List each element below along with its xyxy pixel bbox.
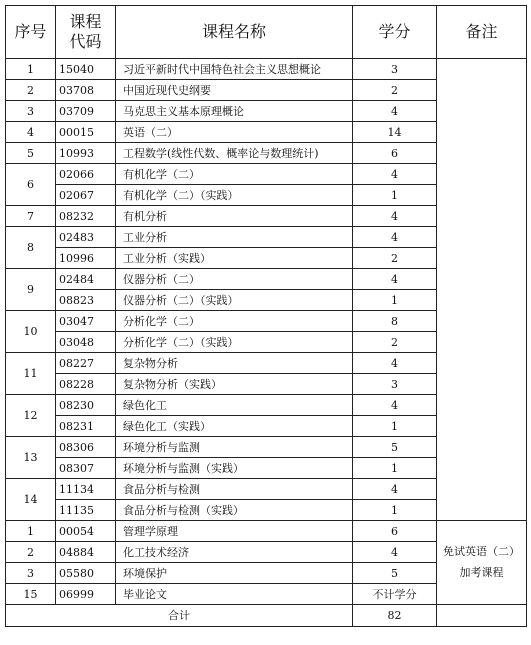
credit-cell: 5 bbox=[353, 437, 437, 458]
credit-cell: 4 bbox=[353, 101, 437, 122]
code-cell: 05580 bbox=[56, 563, 116, 584]
header-credit: 学分 bbox=[353, 6, 437, 59]
seq-cell: 3 bbox=[6, 563, 56, 584]
total-note-empty bbox=[437, 605, 527, 627]
code-cell: 02066 bbox=[56, 164, 116, 185]
credit-cell: 4 bbox=[353, 353, 437, 374]
seq-cell: 3 bbox=[6, 101, 56, 122]
code-cell: 08231 bbox=[56, 416, 116, 437]
code-cell: 11135 bbox=[56, 500, 116, 521]
credit-cell: 4 bbox=[353, 164, 437, 185]
elective-note-line1: 免试英语（二） bbox=[443, 544, 520, 558]
code-cell: 08230 bbox=[56, 395, 116, 416]
name-cell: 分析化学（二）（实践） bbox=[116, 332, 353, 353]
code-cell: 08307 bbox=[56, 458, 116, 479]
name-cell: 有机化学（二）（实践） bbox=[116, 185, 353, 206]
seq-cell: 2 bbox=[6, 542, 56, 563]
code-cell: 00054 bbox=[56, 521, 116, 542]
name-cell: 环境保护 bbox=[116, 563, 353, 584]
credit-cell: 1 bbox=[353, 416, 437, 437]
credit-cell: 1 bbox=[353, 458, 437, 479]
name-cell: 有机化学（二） bbox=[116, 164, 353, 185]
credit-cell: 1 bbox=[353, 185, 437, 206]
credit-cell: 1 bbox=[353, 290, 437, 311]
credit-cell: 2 bbox=[353, 332, 437, 353]
credit-cell: 4 bbox=[353, 395, 437, 416]
seq-cell: 14 bbox=[6, 479, 56, 521]
credit-cell: 2 bbox=[353, 80, 437, 101]
credit-cell: 3 bbox=[353, 59, 437, 80]
seq-cell: 4 bbox=[6, 122, 56, 143]
header-name: 课程名称 bbox=[116, 6, 353, 59]
seq-cell: 1 bbox=[6, 521, 56, 542]
code-cell: 02483 bbox=[56, 227, 116, 248]
name-cell: 马克思主义基本原理概论 bbox=[116, 101, 353, 122]
code-cell: 08232 bbox=[56, 206, 116, 227]
name-cell: 化工技术经济 bbox=[116, 542, 353, 563]
seq-cell: 5 bbox=[6, 143, 56, 164]
code-cell: 10993 bbox=[56, 143, 116, 164]
total-row bbox=[6, 605, 527, 627]
course-table bbox=[5, 5, 527, 627]
seq-cell: 15 bbox=[6, 584, 56, 605]
name-cell: 复杂物分析（实践） bbox=[116, 374, 353, 395]
name-cell: 英语（二） bbox=[116, 122, 353, 143]
elective-note bbox=[437, 521, 527, 605]
note-cell-empty bbox=[437, 59, 527, 521]
name-cell: 仪器分析（二） bbox=[116, 269, 353, 290]
code-cell: 10996 bbox=[56, 248, 116, 269]
credit-cell: 2 bbox=[353, 248, 437, 269]
credit-cell: 4 bbox=[353, 269, 437, 290]
name-cell: 环境分析与监测 bbox=[116, 437, 353, 458]
code-cell: 06999 bbox=[56, 584, 116, 605]
name-cell: 中国近现代史纲要 bbox=[116, 80, 353, 101]
header-row bbox=[6, 6, 527, 59]
credit-cell: 不计学分 bbox=[353, 584, 437, 605]
header-code-line2: 代码 bbox=[69, 32, 102, 51]
credit-cell: 4 bbox=[353, 479, 437, 500]
credit-cell: 1 bbox=[353, 500, 437, 521]
code-cell: 03708 bbox=[56, 80, 116, 101]
code-cell: 08823 bbox=[56, 290, 116, 311]
seq-cell: 7 bbox=[6, 206, 56, 227]
name-cell: 复杂物分析 bbox=[116, 353, 353, 374]
seq-cell: 6 bbox=[6, 164, 56, 206]
total-label: 合计 bbox=[6, 605, 353, 627]
name-cell: 绿色化工（实践） bbox=[116, 416, 353, 437]
seq-cell: 12 bbox=[6, 395, 56, 437]
code-cell: 02067 bbox=[56, 185, 116, 206]
name-cell: 毕业论文 bbox=[116, 584, 353, 605]
code-cell: 03047 bbox=[56, 311, 116, 332]
code-cell: 08306 bbox=[56, 437, 116, 458]
table-row bbox=[6, 521, 527, 542]
name-cell: 工业分析 bbox=[116, 227, 353, 248]
seq-cell: 1 bbox=[6, 59, 56, 80]
seq-cell: 11 bbox=[6, 353, 56, 395]
code-cell: 00015 bbox=[56, 122, 116, 143]
name-cell: 管理学原理 bbox=[116, 521, 353, 542]
credit-cell: 4 bbox=[353, 542, 437, 563]
seq-cell: 2 bbox=[6, 80, 56, 101]
credit-cell: 6 bbox=[353, 521, 437, 542]
credit-cell: 14 bbox=[353, 122, 437, 143]
name-cell: 有机分析 bbox=[116, 206, 353, 227]
header-code-line1: 课程 bbox=[69, 12, 102, 31]
header-note: 备注 bbox=[437, 6, 527, 59]
code-cell: 08228 bbox=[56, 374, 116, 395]
code-cell: 15040 bbox=[56, 59, 116, 80]
header-code bbox=[56, 6, 116, 59]
seq-cell: 13 bbox=[6, 437, 56, 479]
credit-cell: 4 bbox=[353, 227, 437, 248]
credit-cell: 6 bbox=[353, 143, 437, 164]
seq-cell: 8 bbox=[6, 227, 56, 269]
seq-cell: 9 bbox=[6, 269, 56, 311]
code-cell: 03709 bbox=[56, 101, 116, 122]
code-cell: 11134 bbox=[56, 479, 116, 500]
elective-note-line2: 加考课程 bbox=[459, 565, 504, 579]
credit-cell: 3 bbox=[353, 374, 437, 395]
code-cell: 04884 bbox=[56, 542, 116, 563]
credit-cell: 8 bbox=[353, 311, 437, 332]
code-cell: 03048 bbox=[56, 332, 116, 353]
name-cell: 环境分析与监测（实践） bbox=[116, 458, 353, 479]
total-credit: 82 bbox=[353, 605, 437, 627]
name-cell: 习近平新时代中国特色社会主义思想概论 bbox=[116, 59, 353, 80]
name-cell: 食品分析与检测（实践） bbox=[116, 500, 353, 521]
name-cell: 绿色化工 bbox=[116, 395, 353, 416]
name-cell: 工业分析（实践） bbox=[116, 248, 353, 269]
seq-cell: 10 bbox=[6, 311, 56, 353]
code-cell: 08227 bbox=[56, 353, 116, 374]
name-cell: 分析化学（二） bbox=[116, 311, 353, 332]
credit-cell: 4 bbox=[353, 206, 437, 227]
code-cell: 02484 bbox=[56, 269, 116, 290]
name-cell: 仪器分析（二）（实践） bbox=[116, 290, 353, 311]
header-seq: 序号 bbox=[6, 6, 56, 59]
name-cell: 工程数学(线性代数、概率论与数理统计) bbox=[116, 143, 353, 164]
table-row bbox=[6, 59, 527, 80]
credit-cell: 5 bbox=[353, 563, 437, 584]
name-cell: 食品分析与检测 bbox=[116, 479, 353, 500]
